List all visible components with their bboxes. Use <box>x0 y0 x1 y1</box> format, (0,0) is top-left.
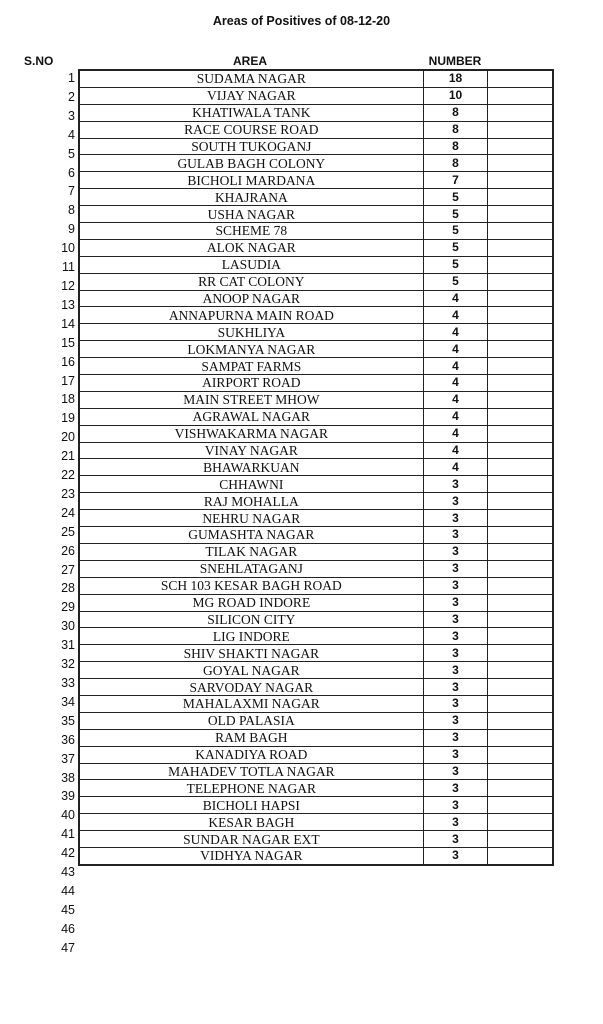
area-cell: MAHADEV TOTLA NAGAR <box>79 763 423 780</box>
number-cell: 7 <box>423 172 488 189</box>
area-cell: VISHWAKARMA NAGAR <box>79 425 423 442</box>
area-cell: VIJAY NAGAR <box>79 87 423 104</box>
areas-table <box>78 69 554 866</box>
number-cell: 8 <box>423 104 488 121</box>
table-row <box>79 273 553 290</box>
table-row <box>79 223 553 240</box>
area-cell: SCH 103 KESAR BAGH ROAD <box>79 577 423 594</box>
serial-number: 25 <box>61 524 75 539</box>
area-cell: ANNAPURNA MAIN ROAD <box>79 307 423 324</box>
number-cell: 3 <box>423 662 488 679</box>
blank-cell <box>488 594 553 611</box>
table-row <box>79 121 553 138</box>
serial-number: 23 <box>61 486 75 501</box>
area-cell: LASUDIA <box>79 256 423 273</box>
number-cell: 3 <box>423 712 488 729</box>
area-cell: KESAR BAGH <box>79 814 423 831</box>
table-row <box>79 189 553 206</box>
serial-number: 10 <box>61 241 75 256</box>
serial-number: 6 <box>68 165 75 180</box>
table-row <box>79 290 553 307</box>
table-row <box>79 307 553 324</box>
number-cell: 3 <box>423 797 488 814</box>
table-row <box>79 560 553 577</box>
table-row <box>79 391 553 408</box>
blank-cell <box>488 679 553 696</box>
table-row <box>79 628 553 645</box>
area-cell: SAMPAT FARMS <box>79 358 423 375</box>
area-cell: RACE COURSE ROAD <box>79 121 423 138</box>
table-row <box>79 155 553 172</box>
number-cell: 3 <box>423 695 488 712</box>
table-row <box>79 239 553 256</box>
number-cell: 3 <box>423 543 488 560</box>
blank-cell <box>488 391 553 408</box>
table-row <box>79 729 553 746</box>
area-cell: SHIV SHAKTI NAGAR <box>79 645 423 662</box>
blank-cell <box>488 628 553 645</box>
area-cell: GULAB BAGH COLONY <box>79 155 423 172</box>
number-cell: 4 <box>423 425 488 442</box>
blank-cell <box>488 493 553 510</box>
serial-number: 11 <box>62 260 75 275</box>
number-cell: 3 <box>423 814 488 831</box>
number-cell: 3 <box>423 560 488 577</box>
blank-cell <box>488 577 553 594</box>
area-cell: SCHEME 78 <box>79 223 423 240</box>
table-row <box>79 70 553 87</box>
blank-cell <box>488 459 553 476</box>
blank-cell <box>488 645 553 662</box>
area-cell: SOUTH TUKOGANJ <box>79 138 423 155</box>
blank-cell <box>488 611 553 628</box>
table-row <box>79 510 553 527</box>
serial-number: 37 <box>61 751 75 766</box>
table-row <box>79 442 553 459</box>
table-row <box>79 358 553 375</box>
blank-cell <box>488 780 553 797</box>
number-cell: 4 <box>423 358 488 375</box>
blank-cell <box>488 155 553 172</box>
area-cell: MAHALAXMI NAGAR <box>79 695 423 712</box>
blank-cell <box>488 239 553 256</box>
blank-cell <box>488 476 553 493</box>
number-cell: 5 <box>423 273 488 290</box>
serial-number: 13 <box>61 297 75 312</box>
blank-cell <box>488 121 553 138</box>
table-row <box>79 797 553 814</box>
area-cell: BICHOLI MARDANA <box>79 172 423 189</box>
blank-cell <box>488 87 553 104</box>
serial-number: 38 <box>61 770 75 785</box>
table-row <box>79 814 553 831</box>
area-cell: SUKHLIYA <box>79 324 423 341</box>
table-row <box>79 746 553 763</box>
area-cell: SUDAMA NAGAR <box>79 70 423 87</box>
area-cell: SARVODAY NAGAR <box>79 679 423 696</box>
table-row <box>79 543 553 560</box>
serial-number: 34 <box>61 694 75 709</box>
table-row <box>79 594 553 611</box>
serial-number: 40 <box>61 808 75 823</box>
number-cell: 8 <box>423 121 488 138</box>
serial-number: 26 <box>61 543 75 558</box>
serial-number: 8 <box>68 203 75 218</box>
number-cell: 3 <box>423 577 488 594</box>
table-row <box>79 87 553 104</box>
area-cell: VINAY NAGAR <box>79 442 423 459</box>
blank-cell <box>488 70 553 87</box>
serial-number: 15 <box>61 335 75 350</box>
table-row <box>79 493 553 510</box>
table-row <box>79 138 553 155</box>
number-cell: 3 <box>423 628 488 645</box>
blank-cell <box>488 307 553 324</box>
table-row <box>79 780 553 797</box>
blank-cell <box>488 831 553 848</box>
area-cell: AIRPORT ROAD <box>79 375 423 392</box>
blank-cell <box>488 560 553 577</box>
area-cell: TELEPHONE NAGAR <box>79 780 423 797</box>
area-cell: KHATIWALA TANK <box>79 104 423 121</box>
serial-number: 2 <box>68 89 75 104</box>
blank-cell <box>488 256 553 273</box>
serial-number: 28 <box>61 581 75 596</box>
blank-cell <box>488 712 553 729</box>
table-row <box>79 104 553 121</box>
blank-cell <box>488 695 553 712</box>
blank-cell <box>488 662 553 679</box>
area-cell: LIG INDORE <box>79 628 423 645</box>
area-cell: ANOOP NAGAR <box>79 290 423 307</box>
table-row <box>79 712 553 729</box>
serial-number: 42 <box>61 846 75 861</box>
table-row <box>79 763 553 780</box>
number-cell: 10 <box>423 87 488 104</box>
number-cell: 4 <box>423 341 488 358</box>
serial-number: 35 <box>61 713 75 728</box>
number-cell: 4 <box>423 408 488 425</box>
serial-number: 45 <box>61 902 75 917</box>
header-number: NUMBER <box>428 54 482 68</box>
table-row <box>79 679 553 696</box>
serial-number: 46 <box>61 921 75 936</box>
blank-cell <box>488 324 553 341</box>
table-row <box>79 611 553 628</box>
serial-number: 33 <box>61 676 75 690</box>
serial-number: 1 <box>68 71 75 85</box>
serial-number: 22 <box>61 468 75 483</box>
number-cell: 3 <box>423 527 488 544</box>
area-cell: KANADIYA ROAD <box>79 746 423 763</box>
area-cell: LOKMANYA NAGAR <box>79 341 423 358</box>
blank-cell <box>488 527 553 544</box>
serial-number: 16 <box>61 354 75 369</box>
blank-cell <box>488 223 553 240</box>
blank-cell <box>488 273 553 290</box>
number-cell: 3 <box>423 594 488 611</box>
serial-number: 18 <box>61 392 75 407</box>
serial-number: 20 <box>61 430 75 445</box>
serial-number: 30 <box>61 619 75 634</box>
area-cell: BICHOLI HAPSI <box>79 797 423 814</box>
area-cell: GUMASHTA NAGAR <box>79 527 423 544</box>
table-row <box>79 476 553 493</box>
serial-number-column <box>30 69 75 958</box>
area-cell: RAJ MOHALLA <box>79 493 423 510</box>
area-cell: BHAWARKUAN <box>79 459 423 476</box>
number-cell: 4 <box>423 459 488 476</box>
table-row <box>79 341 553 358</box>
table-row <box>79 847 553 864</box>
serial-number: 4 <box>68 127 75 142</box>
blank-cell <box>488 358 553 375</box>
table-row <box>79 206 553 223</box>
number-cell: 3 <box>423 510 488 527</box>
blank-cell <box>488 408 553 425</box>
area-cell: MG ROAD INDORE <box>79 594 423 611</box>
table-row <box>79 375 553 392</box>
area-cell: RAM BAGH <box>79 729 423 746</box>
number-cell: 3 <box>423 831 488 848</box>
serial-number: 5 <box>68 146 75 161</box>
number-cell: 5 <box>423 206 488 223</box>
serial-number: 19 <box>61 411 75 426</box>
number-cell: 3 <box>423 611 488 628</box>
number-cell: 4 <box>423 391 488 408</box>
blank-cell <box>488 729 553 746</box>
blank-cell <box>488 746 553 763</box>
serial-number: 9 <box>68 222 75 237</box>
number-cell: 3 <box>423 729 488 746</box>
area-cell: TILAK NAGAR <box>79 543 423 560</box>
table-row <box>79 831 553 848</box>
number-cell: 5 <box>423 223 488 240</box>
serial-number: 7 <box>68 184 75 199</box>
number-cell: 3 <box>423 763 488 780</box>
number-cell: 5 <box>423 239 488 256</box>
table-row <box>79 695 553 712</box>
table-row <box>79 425 553 442</box>
serial-number: 3 <box>68 108 75 123</box>
serial-number: 43 <box>61 865 75 880</box>
area-cell: CHHAWNI <box>79 476 423 493</box>
table-row <box>79 172 553 189</box>
serial-number: 24 <box>61 505 75 520</box>
number-cell: 5 <box>423 256 488 273</box>
number-cell: 3 <box>423 476 488 493</box>
table-row <box>79 645 553 662</box>
serial-number: 14 <box>61 316 75 331</box>
page-title: Areas of Positives of 08-12-20 <box>212 14 391 28</box>
number-cell: 18 <box>423 70 488 87</box>
number-cell: 3 <box>423 493 488 510</box>
area-cell: VIDHYA NAGAR <box>79 847 423 864</box>
blank-cell <box>488 763 553 780</box>
table-row <box>79 577 553 594</box>
blank-cell <box>488 138 553 155</box>
number-cell: 3 <box>423 746 488 763</box>
number-cell: 5 <box>423 189 488 206</box>
serial-number: 29 <box>61 600 75 615</box>
blank-cell <box>488 104 553 121</box>
number-cell: 3 <box>423 679 488 696</box>
area-cell: SNEHLATAGANJ <box>79 560 423 577</box>
number-cell: 8 <box>423 155 488 172</box>
number-cell: 4 <box>423 375 488 392</box>
table-row <box>79 662 553 679</box>
serial-number: 32 <box>61 657 75 672</box>
blank-cell <box>488 206 553 223</box>
area-cell: AGRAWAL NAGAR <box>79 408 423 425</box>
blank-cell <box>488 797 553 814</box>
number-cell: 3 <box>423 780 488 797</box>
area-cell: MAIN STREET MHOW <box>79 391 423 408</box>
area-cell: USHA NAGAR <box>79 206 423 223</box>
number-cell: 3 <box>423 847 488 864</box>
blank-cell <box>488 814 553 831</box>
area-cell: ALOK NAGAR <box>79 239 423 256</box>
serial-number: 21 <box>61 449 75 464</box>
serial-number: 27 <box>61 562 75 577</box>
table-row <box>79 527 553 544</box>
serial-number: 36 <box>61 732 75 747</box>
area-cell: SILICON CITY <box>79 611 423 628</box>
number-cell: 4 <box>423 442 488 459</box>
area-cell: NEHRU NAGAR <box>79 510 423 527</box>
serial-number: 41 <box>61 827 75 842</box>
blank-cell <box>488 341 553 358</box>
area-cell: GOYAL NAGAR <box>79 662 423 679</box>
serial-number: 17 <box>61 373 75 388</box>
area-cell: OLD PALASIA <box>79 712 423 729</box>
table-row <box>79 324 553 341</box>
serial-number: 44 <box>61 883 75 898</box>
blank-cell <box>488 375 553 392</box>
number-cell: 8 <box>423 138 488 155</box>
number-cell: 3 <box>423 645 488 662</box>
area-cell: KHAJRANA <box>79 189 423 206</box>
blank-cell <box>488 442 553 459</box>
serial-number: 47 <box>61 940 75 955</box>
header-area: AREA <box>232 54 267 68</box>
serial-number: 39 <box>61 789 75 804</box>
number-cell: 4 <box>423 307 488 324</box>
blank-cell <box>488 847 553 864</box>
table-row <box>79 459 553 476</box>
blank-cell <box>488 510 553 527</box>
blank-cell <box>488 425 553 442</box>
area-cell: SUNDAR NAGAR EXT <box>79 831 423 848</box>
table-row <box>79 408 553 425</box>
serial-number: 12 <box>61 278 75 293</box>
serial-number: 31 <box>61 638 75 653</box>
blank-cell <box>488 290 553 307</box>
number-cell: 4 <box>423 324 488 341</box>
number-cell: 4 <box>423 290 488 307</box>
blank-cell <box>488 172 553 189</box>
blank-cell <box>488 189 553 206</box>
blank-cell <box>488 543 553 560</box>
header-sno: S.NO <box>24 54 54 68</box>
area-cell: RR CAT COLONY <box>79 273 423 290</box>
table-row <box>79 256 553 273</box>
